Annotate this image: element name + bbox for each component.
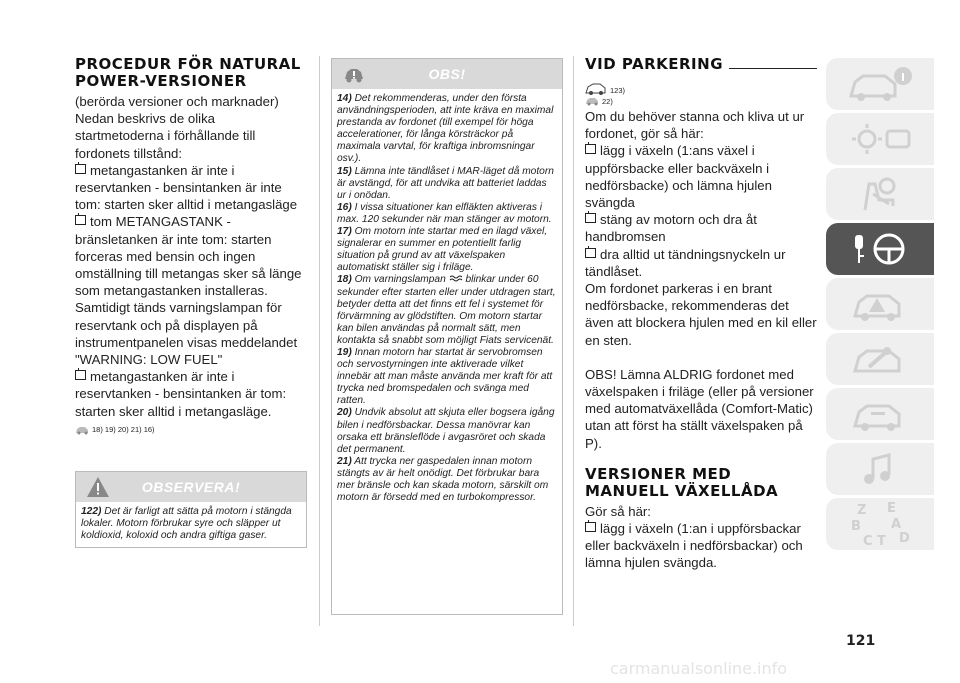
bullet-box-icon bbox=[585, 144, 596, 154]
tab-index[interactable] bbox=[826, 498, 934, 550]
svg-text:B: B bbox=[851, 519, 861, 534]
footer-watermark: carmanualsonline.info bbox=[610, 659, 788, 678]
section-heading-natural-power: PROCEDUR FÖR NATURAL POWER-VERSIONER bbox=[75, 55, 301, 90]
paragraph: Om fordonet parkeras i en brant nedförsbacke, rekommenderas det även att blockera hjulen med en kil eller en sten. bbox=[585, 281, 817, 348]
subtitle: (berörda versioner och marknader) bbox=[75, 94, 279, 109]
svg-text:Z: Z bbox=[857, 503, 867, 518]
reference-row: 18) 19) 20) 21) 16) bbox=[75, 425, 307, 435]
svg-text:A: A bbox=[891, 517, 902, 532]
obs-box bbox=[331, 58, 563, 615]
tab-warnings[interactable] bbox=[826, 278, 934, 330]
media-music-icon bbox=[845, 449, 915, 489]
car-service-icon bbox=[845, 339, 915, 379]
car-reference-icon bbox=[585, 96, 599, 106]
tab-maintenance[interactable] bbox=[826, 388, 934, 440]
page-number: 121 bbox=[846, 633, 876, 649]
bullet-item: metangastanken är inte i reservtanken - bensintanken är inte tom: starten sker alltid i metangasläge bbox=[75, 162, 298, 213]
note-item: 15) Lämna inte tändlåset i MAR-läget då motorn är avstängd, för att undvika att batteriet laddas ur i onödan. bbox=[337, 165, 554, 201]
ref-row: 22) bbox=[585, 96, 817, 106]
obs-notes bbox=[332, 89, 562, 509]
chapter-sidebar bbox=[826, 58, 936, 553]
tab-safety[interactable] bbox=[826, 168, 934, 220]
tab-multimedia[interactable] bbox=[826, 443, 934, 495]
heading-row bbox=[585, 56, 817, 73]
column-divider bbox=[319, 56, 320, 626]
intro-text: Gör så här: bbox=[585, 503, 651, 519]
bullet-item: lägg i växeln (1:an i uppförsbackar eller backväxeln i nedförsbackar) och lämna hjulen svängda. bbox=[585, 521, 803, 571]
obs-header: OBS! bbox=[332, 59, 562, 89]
warning-triangle-icon bbox=[86, 476, 110, 498]
heading-rule bbox=[729, 68, 817, 69]
bullet-box-icon bbox=[75, 164, 86, 174]
paragraph: OBS! Lämna ALDRIG fordonet med växelspaken i friläge (eller på versioner med automatväxellåda (Comfort-Matic) utan att först ha ställt växelspaken på P). bbox=[585, 366, 814, 451]
car-caution-icon bbox=[342, 63, 366, 85]
tab-emergency[interactable] bbox=[826, 333, 934, 385]
index-letters-icon bbox=[845, 500, 915, 548]
airbag-seat-icon bbox=[845, 174, 915, 214]
dashboard-lights-icon bbox=[845, 119, 915, 159]
car-info-icon bbox=[845, 64, 915, 104]
bullet-item: dra alltid ut tändningsnyckeln ur tändlåset. bbox=[585, 246, 786, 279]
intro-text: Om du behöver stanna och kliva ut ur fordonet, gör så här: bbox=[585, 109, 805, 142]
note-item: 20) Undvik absolut att skjuta eller bogsera igång bilen i nedförsbackar. Dessa manövrar kan orsaka ett bränsleflöde i avgasröret och skada det permanent. bbox=[337, 407, 555, 455]
svg-text:D: D bbox=[899, 531, 910, 546]
ref-row: 123) bbox=[585, 79, 817, 95]
bullet-box-icon bbox=[585, 213, 596, 223]
column-right bbox=[585, 56, 817, 572]
bullet-box-icon bbox=[75, 215, 86, 225]
bullet-item: tom METANGASTANK - bränsletanken är inte tom: starten forceras med bensin och ingen omställning till metangas sker så länge som metangastanken installeras. Samtidigt tänds varningslampan för reservtank och på displayen på instrumentpanelen visas meddelandet "WARNING: LOW FUEL" bbox=[75, 214, 302, 368]
tab-car-info[interactable] bbox=[826, 58, 934, 110]
bullet-item: stäng av motorn och dra åt handbromsen bbox=[585, 212, 757, 245]
note-item: 18) Om varningslampan blinkar under 60 sekunder efter starten eller under utdragen start, betyder detta att det finns ett fel i systemet för förvärmning av glödstiften. Om motorn startar kan bilen användas på normalt sätt, men kontakta så snabbt som möjligt Fiats servicenät. bbox=[337, 274, 556, 346]
bullet-box-icon bbox=[585, 248, 596, 258]
car-slope-icon bbox=[585, 79, 607, 95]
key-steering-wheel-icon bbox=[845, 229, 915, 269]
column-left bbox=[75, 56, 307, 548]
intro-text: Nedan beskrivs de olika startmetoderna i förhållande till fordonets tillstånd: bbox=[75, 111, 256, 161]
note-item: 17) Om motorn inte startar med en ilagd växel, signalerar en summer en potentiellt farlig situation på grund av att växelspaken automatiskt ställer sig i friläge. bbox=[337, 226, 548, 274]
car-reference-icon bbox=[75, 425, 89, 435]
bullet-box-icon bbox=[75, 370, 86, 380]
svg-text:C: C bbox=[863, 534, 873, 548]
svg-text:E: E bbox=[887, 501, 896, 516]
warning-box bbox=[75, 471, 307, 548]
car-warning-icon bbox=[845, 284, 915, 324]
glow-plug-icon bbox=[449, 275, 463, 282]
note-item: 16) I vissa situationer kan elfläkten aktiveras i max. 120 sekunder när man stänger av motorn. bbox=[337, 201, 552, 225]
note-item: 14) Det rekommenderas, under den första användningsperioden, att inte kräva en maximal prestanda av fordonet (till exempel för höga accelerationer, för långa körsträckor på maximala varvtal, för kraftiga inbromsningar osv.). bbox=[337, 93, 554, 165]
note-item: 19) Innan motorn har startat är servobromsen och servostyrningen inte aktiverade vilket innebär att man måste använda mer kraft för att trycka ned bromspedalen och svänga med ratten. bbox=[337, 346, 553, 407]
warning-header: OBSERVERA! bbox=[76, 472, 306, 502]
section-heading-manual-gearbox: VERSIONER MED MANUELL VÄXELLÅDA bbox=[585, 464, 779, 500]
bullet-box-icon bbox=[585, 522, 596, 532]
note-item: 21) Att trycka ner gaspedalen innan motorn stängts av är helt onödigt. Det förbrukar bara mer bränsle och kan skada motorn, särskilt om motorn är försedd med en turbokompressor. bbox=[337, 455, 549, 504]
column-divider bbox=[573, 56, 574, 626]
bullet-item: metangastanken är inte i reservtanken - bensintanken är tom: starten sker alltid i metangasläge. bbox=[75, 369, 287, 419]
section-heading-parking: VID PARKERING bbox=[585, 55, 724, 73]
tab-dashboard[interactable] bbox=[826, 113, 934, 165]
svg-text:T: T bbox=[877, 534, 886, 548]
bullet-item: lägg i växeln (1:ans växel i uppförsbacke eller backväxeln i nedförsbacke) och lämna hjulen svängda bbox=[585, 143, 772, 211]
car-specs-icon bbox=[845, 394, 915, 434]
warning-text: 122) Det är farligt att sätta på motorn i stängda lokaler. Motorn förbrukar syre och släpper ut koldioxid, koloxid och andra giftiga gaser. bbox=[81, 505, 292, 542]
tab-starting-driving[interactable] bbox=[826, 223, 934, 275]
